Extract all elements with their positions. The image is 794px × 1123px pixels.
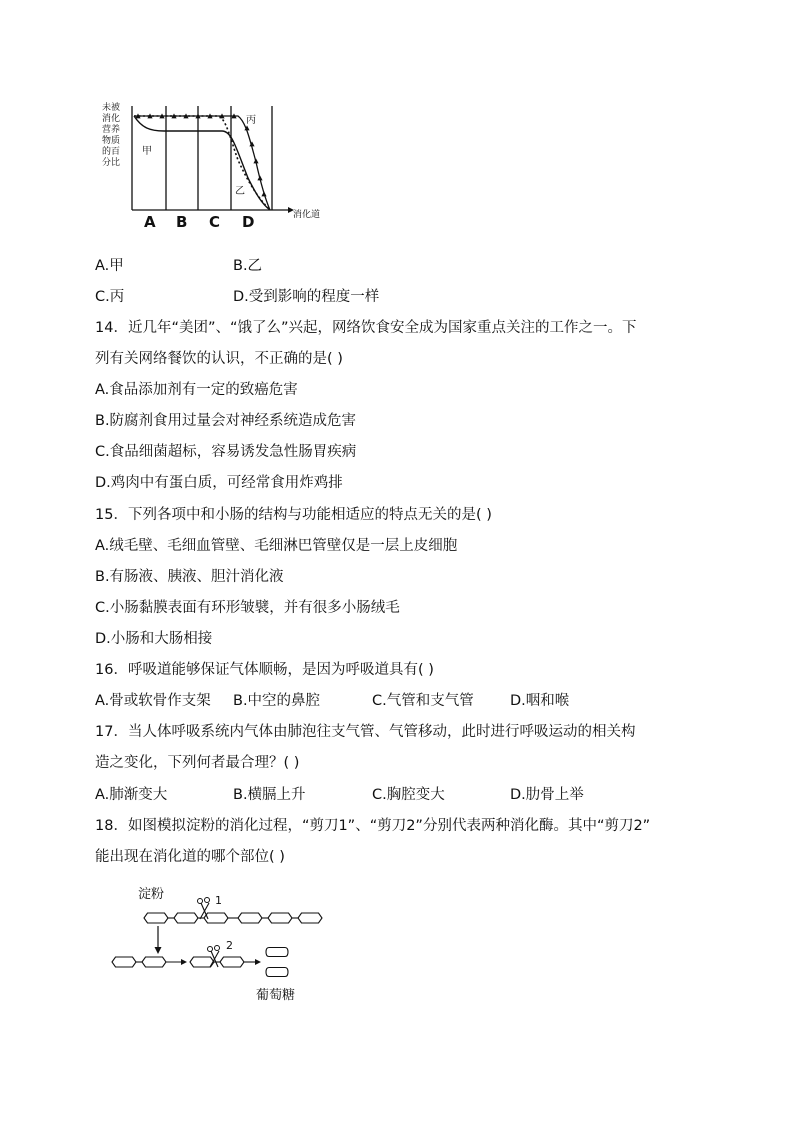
y-axis-label-line: 分比 (102, 158, 121, 168)
series-bing-marker (253, 158, 258, 163)
y-axis-label-line: 的百 (102, 147, 121, 157)
scissor-1-label: 1 (215, 894, 222, 907)
x-tick-a: A (144, 213, 156, 231)
q14-stem-line1: 14．近几年“美团”、“饿了么”兴起，网络饮食安全成为国家重点关注的工作之一。下 (95, 320, 637, 336)
scissor-handle (205, 898, 210, 903)
q17-option-a[interactable]: A.肺渐变大 (95, 787, 168, 803)
series-label-bing: 丙 (246, 115, 256, 126)
series-bing-marker (257, 175, 262, 180)
q18-stem-line1: 18．如图模拟淀粉的消化过程，“剪刀1”、“剪刀2”分别代表两种消化酶。其中“剪刀2” (95, 818, 651, 834)
q16-option-a[interactable]: A.骨或软骨作支架 (95, 693, 211, 709)
q15-option-d[interactable]: D.小肠和大肠相接 (95, 631, 213, 647)
q14-stem-line2: 列有关网络餐饮的认识，不正确的是( ) (95, 351, 343, 367)
q16-option-d[interactable]: D.咽和喉 (510, 693, 570, 709)
q15-stem: 15．下列各项中和小肠的结构与功能相适应的特点无关的是( ) (95, 507, 492, 523)
down-arrow-head (155, 947, 162, 954)
q13-option-a[interactable]: A.甲 (95, 258, 124, 274)
x-axis-label: 消化道 (293, 210, 321, 220)
sugar-unit (112, 957, 136, 967)
scissor-handle (208, 947, 213, 952)
q16-option-b[interactable]: B.中空的鼻腔 (233, 693, 321, 709)
q16-stem: 16．呼吸道能够保证气体顺畅，是因为呼吸道具有( ) (95, 662, 434, 678)
q13-option-c[interactable]: C.丙 (95, 289, 125, 305)
q17-stem-line1: 17．当人体呼吸系统内气体由肺泡往支气管、气管移动，此时进行呼吸运动的相关构 (95, 724, 636, 740)
series-label-yi: 乙 (235, 186, 245, 197)
q13-option-d[interactable]: D.受到影响的程度一样 (233, 289, 380, 305)
q13-option-b[interactable]: B.乙 (233, 258, 263, 274)
x-tick-c: C (209, 213, 221, 231)
starch-chain (144, 913, 322, 923)
sugar-unit (142, 957, 166, 967)
series-label-jia: 甲 (142, 146, 152, 157)
sugar-unit (174, 913, 198, 923)
q17-stem-line2: 造之变化，下列何者最合理？( ) (95, 755, 300, 771)
starch-label: 淀粉 (138, 887, 165, 902)
sugar-unit (298, 913, 322, 923)
q15-option-a[interactable]: A.绒毛壁、毛细血管壁、毛细淋巴管壁仅是一层上皮细胞 (95, 538, 458, 554)
q17-option-b[interactable]: B.横膈上升 (233, 787, 306, 803)
y-axis-label-line: 未被 (102, 103, 121, 113)
x-tick-b: B (176, 213, 188, 231)
q18-stem-line2: 能出现在消化道的哪个部位( ) (95, 849, 285, 865)
q14-option-a[interactable]: A.食品添加剂有一定的致癌危害 (95, 382, 298, 398)
starch-digestion-diagram (108, 880, 348, 1005)
q17-option-c[interactable]: C.胸腔变大 (372, 787, 445, 803)
q17-option-d[interactable]: D.肋骨上举 (510, 787, 584, 803)
y-axis-label-line: 消化 (102, 114, 121, 124)
right-arrow-head-2 (255, 959, 261, 965)
glucose-units (266, 948, 288, 977)
q14-option-c[interactable]: C.食品细菌超标，容易诱发急性肠胃疾病 (95, 444, 357, 460)
sugar-unit (268, 913, 292, 923)
sugar-unit (144, 913, 168, 923)
glucose-unit (266, 968, 288, 977)
scissor-2-label: 2 (226, 939, 233, 952)
q14-option-d[interactable]: D.鸡肉中有蛋白质，可经常食用炸鸡排 (95, 475, 343, 491)
series-bing-marker (261, 191, 266, 196)
y-axis-label (102, 101, 120, 168)
sugar-unit (220, 957, 244, 967)
q15-option-b[interactable]: B.有肠液、胰液、胆汁消化液 (95, 569, 284, 585)
glucose-unit (266, 948, 288, 957)
y-axis-label-line: 营养 (102, 125, 121, 135)
digestion-chart (100, 98, 340, 233)
sugar-unit (238, 913, 262, 923)
series-jia-line (134, 116, 270, 210)
glucose-label: 葡萄糖 (256, 988, 296, 1003)
x-tick-d: D (242, 213, 255, 231)
right-arrow-head (181, 959, 187, 965)
q15-option-c[interactable]: C.小肠黏膜表面有环形皱襞，并有很多小肠绒毛 (95, 600, 400, 616)
q16-option-c[interactable]: C.气管和支气管 (372, 693, 474, 709)
scissor-handle (198, 899, 203, 904)
scissor-handle (215, 946, 220, 951)
q14-option-b[interactable]: B.防腐剂食用过量会对神经系统造成危害 (95, 413, 357, 429)
y-axis-label-line: 物质 (102, 136, 121, 146)
